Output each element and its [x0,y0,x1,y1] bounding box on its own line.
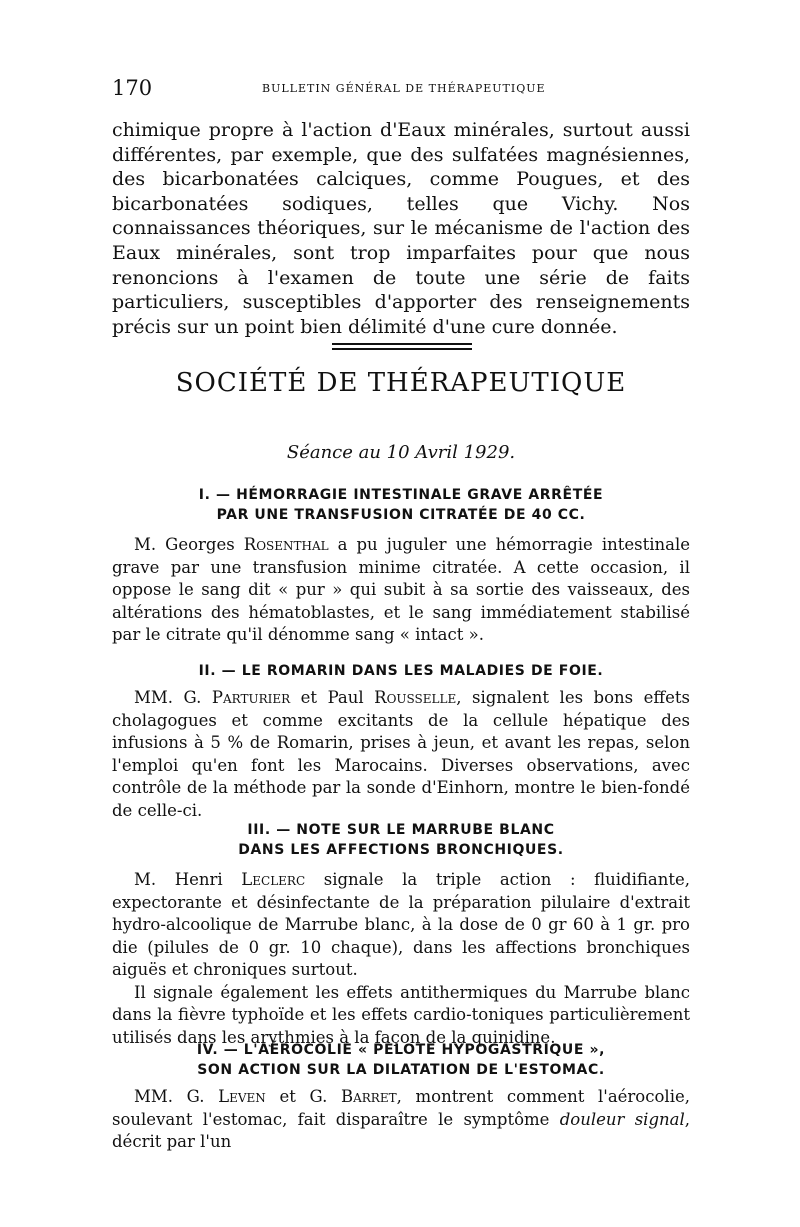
section-2-author: Parturier [211,688,291,707]
section-3-heading [112,820,690,860]
section-2-heading [112,661,690,681]
section-1-heading-line2: PAR UNE TRANSFUSION CITRATÉE DE 40 CC. [216,507,586,523]
section-2-prefix: MM. G. [134,688,202,707]
section-4-italic: douleur signal [559,1109,685,1129]
section-3-text-2: Il signale également les effets antithermiques du Marrube blanc dans la fièvre typhoïde et les effets cardio-toniques particulièrement utilisés dans les arythmies à la façon de la quinidine. [112,982,690,1047]
section-2-heading-line1: II. — LE ROMARIN DANS LES MALADIES DE FOIE. [198,663,604,679]
section-4-mid: et G. [265,1087,341,1106]
session-date: Séance au 10 Avril 1929. [286,442,516,463]
section-1-heading [112,485,690,525]
section-1-body [112,534,690,647]
section-3-text: signale la triple action : fluidifiante, expectorante et désinfectante de la préparation pilulaire d'extrait hydro-alcoolique de Marrube blanc, à la dose de 0 gr 60 à 1 gr. pro die (pilules de 0 gr. 10 chaque), dans les affections bronchiques aiguës et chroniques surtout. [112,870,690,979]
page-number: 170 [112,76,153,100]
section-1-author: Rosenthal [243,535,329,554]
section-2-body [112,687,690,822]
running-title: BULLETIN GÉNÉRAL DE THÉRAPEUTIQUE [262,82,546,95]
section-4-text: , montrent comment l'aérocolie, soulevant l'estomac, fait disparaître le symptôme [112,1087,690,1129]
section-2-mid: et Paul [290,688,375,707]
section-rule-top [332,343,472,345]
section-2-text: , signalent les bons effets cholagogues et comme excitants de la cellule hépatique des infusions à 5 % de Romarin, prises à jeun, et avant les repas, selon l'emploi qu'en font les Marocains. Diverses observations, avec contrôle de la méthode par la sonde d'Einhorn, montre le bien-fondé de celle-ci. [112,688,690,820]
section-2-author2: Rousselle [374,688,457,707]
page-header [112,76,692,100]
section-4-body [112,1086,690,1154]
section-3-heading-line2: DANS LES AFFECTIONS BRONCHIQUES. [238,842,564,858]
section-3-prefix: M. Henri [134,870,223,889]
section-3-author: Leclerc [241,870,306,889]
section-4-author2: Barret [340,1087,397,1106]
section-4-prefix: MM. G. [134,1087,205,1106]
section-4-heading-line2: SON ACTION SUR LA DILATATION DE L'ESTOMAC. [197,1062,605,1078]
section-1-heading-line1: I. — HÉMORRAGIE INTESTINALE GRAVE ARRÊTÉE [198,487,604,503]
section-4-heading-line1: IV. — L'AÉROCOLIE « PELOTE HYPOGASTRIQUE », [196,1042,606,1058]
section-1-text: a pu juguler une hémorragie intestinale grave par une transfusion minime citratée. A cette occasion, il oppose le sang dit « pur » qui subit à sa sortie des vaisseaux, des altérations des hématoblastes, et le sang immédiatement stabilisé par le citrate qu'il dénomme sang « intact ». [112,535,691,644]
section-1-prefix: M. Georges [134,535,235,554]
intro-paragraph: chimique propre à l'action d'Eaux minérales, surtout aussi différentes, par exemple, que des sulfatées magnésiennes, des bicarbonatées calciques, comme Pougues, et des bicarbonatées sodiques, telles que Vichy. Nos connaissances théoriques, sur le mécanisme de l'action des Eaux minérales, sont trop imparfaites pour que nous renoncions à l'examen de toute une série de faits particuliers, susceptibles d'apporter des renseignements précis sur un point bien délimité d'une cure donnée. [112,119,690,338]
section-3-body [112,869,690,1049]
section-4-author: Leven [218,1087,266,1106]
section-4-text-end: , décrit par l'un [112,1109,690,1151]
section-4-heading [112,1040,690,1080]
section-3-heading-line1: III. — NOTE SUR LE MARRUBE BLANC [247,822,555,838]
society-title: SOCIÉTÉ DE THÉRAPEUTIQUE [175,368,627,398]
section-rule-bottom [332,348,472,350]
